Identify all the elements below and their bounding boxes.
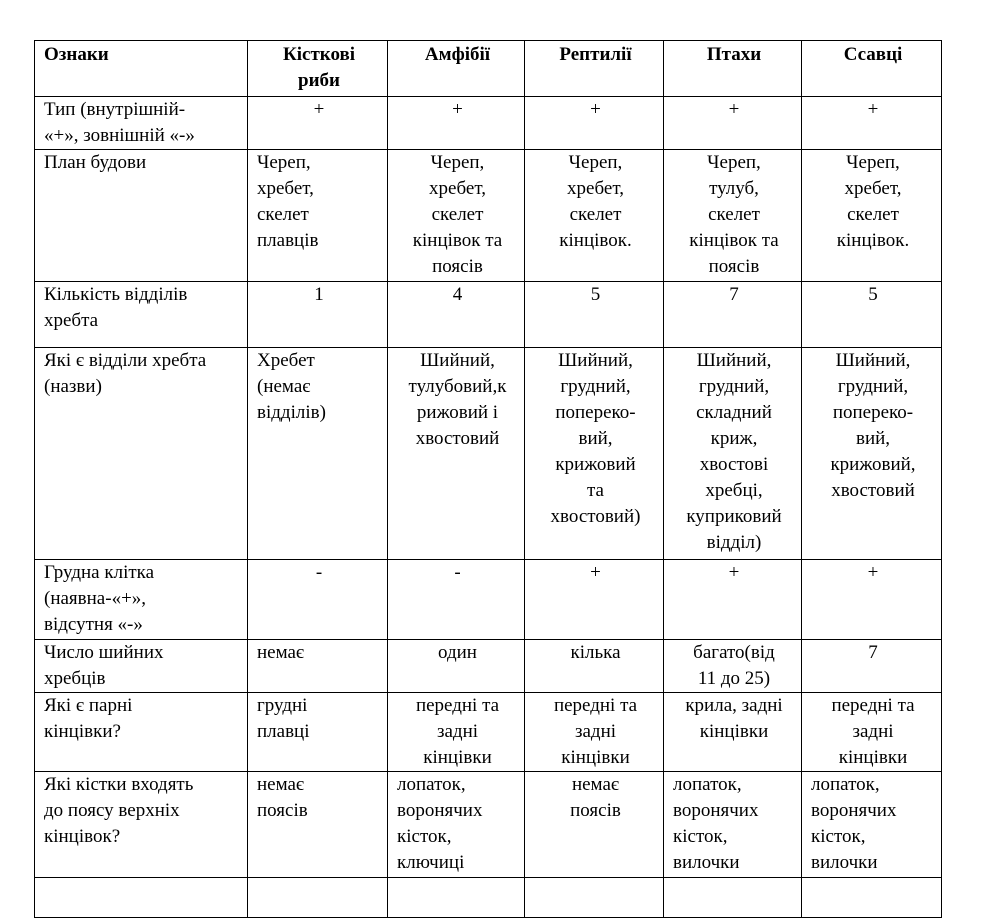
table-cell: 5 <box>802 282 942 348</box>
table-cell: Шийний, тулубовий,к рижовий і хвостовий <box>388 348 525 560</box>
header-row <box>35 41 942 97</box>
table-cell: Шийний, грудний, попереко- вий, крижовий, хвостовий <box>802 348 942 560</box>
comparison-table <box>34 40 942 918</box>
table-cell: Шийний, грудний, попереко- вий, крижовий та хвостовий) <box>525 348 664 560</box>
table-cell: Череп, хребет, скелет кінцівок. <box>525 150 664 282</box>
table-cell: - <box>248 560 388 640</box>
table-cell: 7 <box>802 640 942 693</box>
row-label: Які кістки входять до поясу верхніх кінцівок? <box>35 772 248 878</box>
table-cell: крила, задні кінцівки <box>664 693 802 772</box>
table-cell: + <box>802 97 942 150</box>
table-cell-empty <box>35 878 248 918</box>
table-row <box>35 282 942 348</box>
table-cell: немає поясів <box>248 772 388 878</box>
header-cell-features: Ознаки <box>35 41 248 97</box>
table-cell: передні та задні кінцівки <box>802 693 942 772</box>
row-label: Тип (внутрішній- «+», зовнішній «-» <box>35 97 248 150</box>
row-label: Які є парні кінцівки? <box>35 693 248 772</box>
table-cell-empty <box>802 878 942 918</box>
table-cell: 5 <box>525 282 664 348</box>
header-cell-reptiles: Рептилії <box>525 41 664 97</box>
table-cell: + <box>525 560 664 640</box>
table-cell-empty <box>525 878 664 918</box>
table-cell: кілька <box>525 640 664 693</box>
header-cell-mammals: Ссавці <box>802 41 942 97</box>
table-row <box>35 97 942 150</box>
table-cell: + <box>388 97 525 150</box>
table-row <box>35 348 942 560</box>
table-cell: грудні плавці <box>248 693 388 772</box>
table-row <box>35 150 942 282</box>
table-row <box>35 693 942 772</box>
table-cell: один <box>388 640 525 693</box>
table-cell: передні та задні кінцівки <box>525 693 664 772</box>
row-label: План будови <box>35 150 248 282</box>
table-cell: + <box>248 97 388 150</box>
table-cell: 1 <box>248 282 388 348</box>
table-cell-empty <box>248 878 388 918</box>
table-cell: Шийний, грудний, складний криж, хвостові хребці, куприковий відділ) <box>664 348 802 560</box>
table-row-partial <box>35 878 942 918</box>
table-cell: Череп, хребет, скелет кінцівок та поясів <box>388 150 525 282</box>
table-cell: лопаток, воронячих кісток, ключиці <box>388 772 525 878</box>
table-cell: 7 <box>664 282 802 348</box>
table-cell: немає поясів <box>525 772 664 878</box>
table-cell-empty <box>388 878 525 918</box>
row-label: Які є відділи хребта (назви) <box>35 348 248 560</box>
table-cell: передні та задні кінцівки <box>388 693 525 772</box>
header-cell-bony-fish: Кісткові риби <box>248 41 388 97</box>
table-cell: - <box>388 560 525 640</box>
table-row <box>35 772 942 878</box>
table-cell: 4 <box>388 282 525 348</box>
row-label: Грудна клітка (наявна-«+», відсутня «-» <box>35 560 248 640</box>
table-cell: Череп, тулуб, скелет кінцівок та поясів <box>664 150 802 282</box>
table-cell: Хребет (немає відділів) <box>248 348 388 560</box>
table-cell: + <box>664 560 802 640</box>
table-cell: багато(від 11 до 25) <box>664 640 802 693</box>
header-cell-amphibians: Амфібії <box>388 41 525 97</box>
table-cell: + <box>802 560 942 640</box>
table-cell-empty <box>664 878 802 918</box>
row-label: Кількість відділів хребта <box>35 282 248 348</box>
row-label: Число шийних хребців <box>35 640 248 693</box>
table-cell: + <box>525 97 664 150</box>
header-cell-birds: Птахи <box>664 41 802 97</box>
table-row <box>35 640 942 693</box>
table-cell: немає <box>248 640 388 693</box>
table-cell: + <box>664 97 802 150</box>
table-cell: Череп, хребет, скелет плавців <box>248 150 388 282</box>
table-cell: лопаток, воронячих кісток, вилочки <box>664 772 802 878</box>
table-cell: лопаток, воронячих кісток, вилочки <box>802 772 942 878</box>
table-cell: Череп, хребет, скелет кінцівок. <box>802 150 942 282</box>
table-row <box>35 560 942 640</box>
